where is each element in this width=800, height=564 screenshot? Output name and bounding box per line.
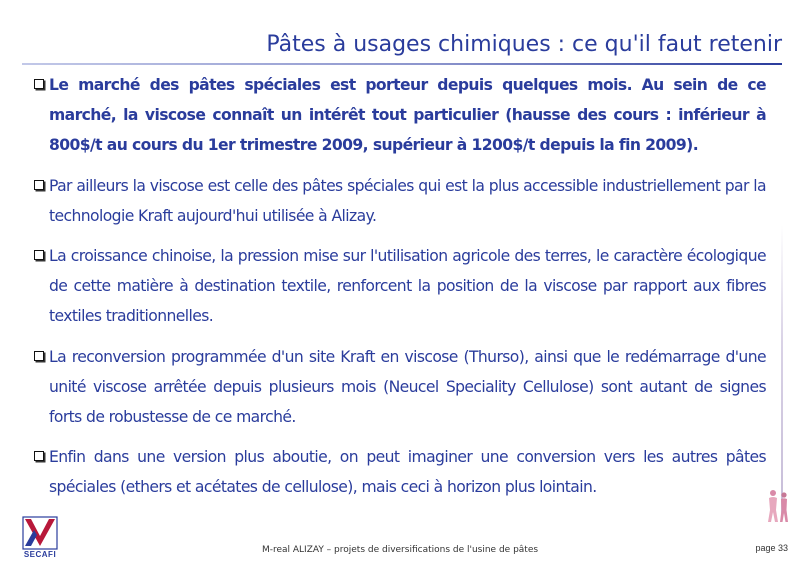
page-number: page 33 bbox=[755, 543, 788, 553]
side-divider bbox=[781, 225, 783, 518]
footer-note: M-real ALIZAY – projets de diversifications de l'usine de pâtes bbox=[261, 545, 539, 555]
bullet-text-4: La reconversion programmée d'un site Kraft en viscose (Thurso), ainsi que le redémarrage d'une unité viscose arrêtée depuis plusieurs mois (Neucel Speciality Cellulose) sont autant de signes forts de robustesse de ce marché. bbox=[49, 347, 766, 427]
checkbox-bullet-icon bbox=[34, 250, 44, 260]
checkbox-bullet-icon bbox=[34, 351, 44, 361]
bullet-text-5: Enfin dans une version plus aboutie, on peut imaginer une conversion vers les autres pâtes spéciales (ethers et acétates de cellulose), mais ceci à horizon plus lointain. bbox=[49, 448, 766, 497]
checkbox-bullet-icon bbox=[34, 451, 44, 461]
bullet-list bbox=[34, 70, 766, 513]
checkbox-bullet-icon bbox=[34, 79, 44, 89]
bullet-item-5 bbox=[34, 442, 766, 502]
bullet-item-4 bbox=[34, 342, 766, 433]
bullet-text-1: Le marché des pâtes spéciales est porteur depuis quelques mois. Au sein de ce marché, la viscose connaît un intérêt tout particulier (hausse des cours : inférieur à 800$/t au cours du 1er trimestre 2009, supérieur à 1200$/t depuis la fin 2009). bbox=[49, 76, 766, 155]
logo-wordmark: SECAFI bbox=[23, 550, 57, 559]
bullet-text-3: La croissance chinoise, la pression mise sur l'utilisation agricole des terres, le caractère écologique de cette matière à destination textile, renforcent la position de la viscose par rapport aux fibres textiles traditionnelles. bbox=[49, 247, 766, 326]
bullet-text-2: Par ailleurs la viscose est celle des pâtes spéciales qui est la plus accessible industriellement par la technologie Kraft aujourd'hui utilisée à Alizay. bbox=[49, 176, 766, 225]
checkbox-bullet-icon bbox=[34, 180, 44, 190]
bullet-item-1 bbox=[34, 70, 766, 161]
bullet-item-3 bbox=[34, 241, 766, 332]
page-title: Pâtes à usages chimiques : ce qu'il faut retenir bbox=[266, 32, 782, 57]
bullet-item-2 bbox=[34, 171, 766, 231]
title-divider bbox=[22, 63, 782, 65]
people-figures-icon bbox=[764, 488, 792, 524]
